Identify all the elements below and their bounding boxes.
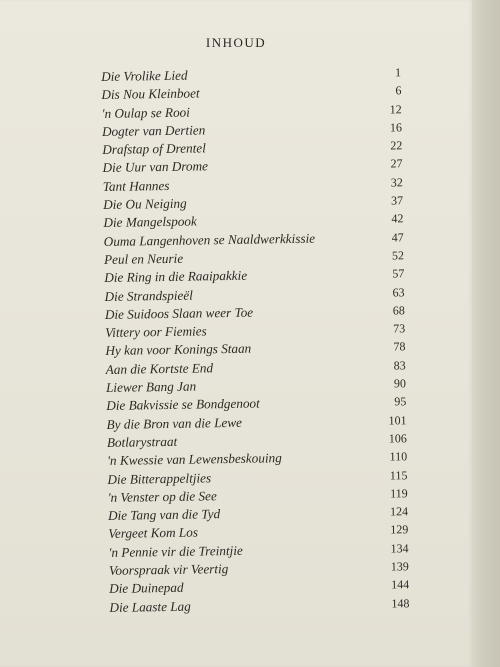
toc-entry-title: Dis Nou Kleinboet (101, 85, 200, 103)
toc-entry-title: Dogter van Dertien (101, 122, 206, 139)
toc-entry-title: Die Duinepad (109, 580, 184, 597)
toc-entry-title: Die Mangelspook (103, 213, 197, 231)
toc-entry-title: Liewer Bang Jan (105, 378, 197, 396)
toc-entry-page-number: 129 (390, 522, 409, 537)
toc-entry-title: Botlarystraat (106, 433, 178, 450)
toc-entry-title: Tant Hannes (102, 177, 170, 194)
toc-entry-page-number: 37 (391, 193, 404, 208)
toc-entry-page-number: 52 (391, 248, 405, 263)
toc-entry-page-number: 95 (394, 394, 407, 409)
toc-entry-page-number: 6 (395, 83, 402, 98)
toc-entry-title: Die Ou Neiging (103, 195, 187, 213)
toc-entry-page-number: 134 (390, 540, 409, 556)
toc-entry-title: Die Uur van Drome (102, 158, 209, 176)
toc-entry-page-number: 73 (393, 321, 406, 336)
toc-entry-title: Drafstap of Drentel (102, 140, 206, 158)
toc-entry-page-number: 32 (390, 175, 403, 190)
toc-entry-page-number: 27 (390, 156, 403, 171)
toc-entry-title: Peul en Neurie (103, 250, 184, 267)
toc-entry-page-number: 115 (389, 467, 408, 483)
toc-entry-title: Die Ring in die Raaipakkie (104, 267, 248, 286)
toc-entry-title: Die Bitterappeltjies (107, 469, 212, 487)
page-edge (472, 0, 500, 667)
page-title: INHOUD (205, 35, 267, 50)
toc-entry-title: Die Vrolike Lied (101, 67, 188, 84)
toc-entry-title: 'n Oulap se Rooi (101, 104, 190, 121)
toc-entry-page-number: 22 (390, 138, 403, 153)
toc-entry-title: Die Bakvissie se Bondgenoot (106, 395, 260, 414)
toc-entry-page-number: 144 (391, 577, 410, 592)
toc-entry-page-number: 68 (392, 303, 405, 318)
toc-entry-title: Die Laaste Lag (109, 598, 191, 615)
toc-entry-title: 'n Venster op die See (107, 488, 217, 505)
toc-entry-title: Die Strandspieël (104, 287, 193, 304)
toc-entry-title: Ouma Langenhoven se Naaldwerkkissie (103, 230, 316, 249)
toc-entry-page-number: 78 (393, 339, 406, 354)
toc-entry-page-number: 63 (392, 284, 405, 300)
toc-entry-page-number: 106 (388, 431, 407, 446)
toc-entry-page-number: 90 (393, 376, 407, 391)
toc-entry-page-number: 42 (391, 211, 404, 226)
toc-entry-title: 'n Kwessie van Lewensbeskouing (107, 450, 282, 469)
toc-entry-page-number: 139 (390, 559, 409, 574)
toc-entry-page-number: 148 (391, 595, 410, 611)
toc-entry-page-number: 16 (389, 120, 403, 135)
toc-entry-title: Hy kan voor Konings Staan (105, 341, 252, 359)
toc-entry-title: By die Bron van die Lewe (106, 414, 243, 432)
toc-entry-title: Voorspraak vir Veertig (108, 561, 229, 578)
toc-entry-page-number: 110 (389, 449, 408, 464)
toc-entry-title: 'n Pennie vir die Treintjie (108, 542, 243, 560)
toc-entry-title: Vergeet Kom Los (108, 524, 199, 542)
toc-entry-page-number: 1 (394, 65, 402, 80)
toc-entry-page-number: 119 (390, 486, 408, 501)
toc-entry-title: Die Suidoos Slaan weer Toe (104, 304, 254, 322)
toc-entry-title: Die Tang van die Tyd (107, 506, 221, 524)
toc-entry-page-number: 101 (388, 412, 407, 428)
toc-entry (109, 594, 409, 617)
toc-entry-title: Aan die Kortste End (105, 360, 214, 377)
toc-entry-title: Vittery oor Fiemies (105, 323, 207, 341)
toc-entry-page-number: 57 (392, 266, 405, 281)
table-of-contents (101, 63, 410, 617)
toc-entry-page-number: 83 (393, 358, 406, 373)
toc-entry-page-number: 47 (391, 229, 404, 245)
toc-entry-page-number: 124 (389, 504, 409, 519)
toc-entry-page-number: 12 (389, 101, 402, 117)
